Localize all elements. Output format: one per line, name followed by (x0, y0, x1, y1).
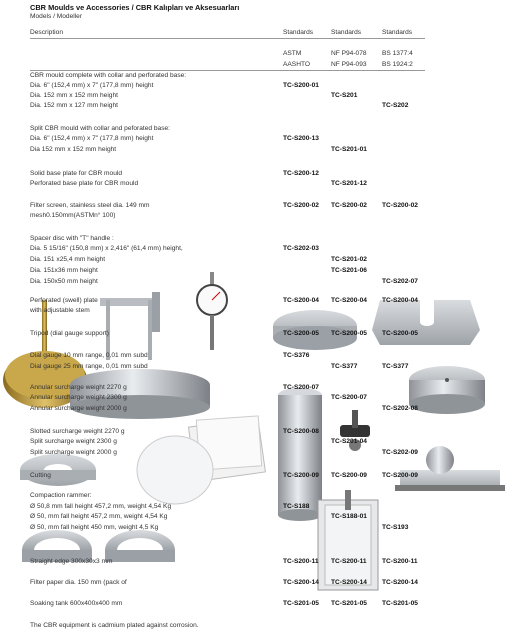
code-standard-2: TC-S188-01 (331, 513, 367, 520)
aashto-label: AASHTO (283, 61, 310, 68)
code-standard-1: TC-S200-07 (283, 384, 319, 391)
row-description: with adjustable stem (30, 307, 90, 314)
row-description: Dial gauge 25 mm range, 0,01 mm subd (30, 363, 148, 370)
row-description: Compaction rammer: (30, 492, 92, 499)
code-standard-3: TC-S200-09 (382, 472, 418, 479)
code-standard-2: TC-S200-11 (331, 558, 367, 565)
bs-label-2: BS 1924:2 (382, 61, 413, 68)
code-standard-3: TC-S202-08 (382, 405, 418, 412)
row-description: Tripod (dial gauge support) (30, 330, 109, 337)
code-standard-3: TC-S193 (382, 524, 409, 531)
code-standard-2: TC-S200-04 (331, 297, 367, 304)
row-description: mesh0.150mm(ASTMn° 100) (30, 212, 116, 219)
standards-header-3: Standards (382, 29, 413, 36)
code-standard-2: TC-S200-05 (331, 330, 367, 337)
code-standard-2: TC-S201-12 (331, 180, 367, 187)
row-description: Perforated base plate for CBR mould (30, 180, 139, 187)
row-description: Dia. 151 x25,4 mm height (30, 256, 106, 263)
header-divider (30, 38, 425, 39)
row-description: Dia. 5 15/16" (150,8 mm) x 2,416" (61,4 mm) height, (30, 245, 183, 252)
code-standard-1: TC-S200-01 (283, 82, 319, 89)
code-standard-1: TC-S200-12 (283, 170, 319, 177)
row-description: Solid base plate for CBR mould (30, 170, 122, 177)
dial-gauge-icon (197, 272, 227, 350)
row-description: Annular surcharge weight 2300 g (30, 394, 127, 401)
nf-label-1: NF P94-078 (331, 50, 367, 57)
row-description: CBR mould complete with collar and perforated base: (30, 72, 187, 79)
row-description: Soaking tank 600x400x400 mm (30, 600, 123, 607)
code-standard-1: TC-S200-09 (283, 472, 319, 479)
code-standard-2: TC-S201 (331, 92, 358, 99)
code-standard-3: TC-S200-14 (382, 579, 418, 586)
standards-header-2: Standards (331, 29, 362, 36)
code-standard-2: TC-S201-04 (331, 438, 367, 445)
code-standard-1: TC-S200-14 (283, 579, 319, 586)
annular-weight-icon (409, 366, 485, 414)
code-standard-3: TC-S202 (382, 102, 409, 109)
row-description: Split surcharge weight 2000 g (30, 449, 117, 456)
row-description: Ø 50,8 mm fall height 457,2 mm, weight 4,54 Kg (30, 503, 172, 510)
standards-divider (30, 70, 425, 71)
row-description: Dia. 151x36 mm height (30, 267, 98, 274)
code-standard-3: TC-S202-09 (382, 449, 418, 456)
row-description: Annular surcharge weight 2270 g (30, 384, 127, 391)
astm-label: ASTM (283, 50, 302, 57)
code-standard-3: TC-S201-05 (382, 600, 418, 607)
row-description: Ø 50, mm fall height 450 mm, weight 4,5 Kg (30, 524, 159, 531)
code-standard-2: TC-S377 (331, 363, 358, 370)
code-standard-1: TC-S201-05 (283, 600, 319, 607)
row-description: Dial gauge 10 mm range, 0,01 mm subd (30, 352, 148, 359)
nf-label-2: NF P94-093 (331, 61, 367, 68)
code-standard-1: TC-S200-13 (283, 135, 319, 142)
row-description: Spacer disc with "T" handle : (30, 235, 114, 242)
code-standard-1: TC-S202-03 (283, 245, 319, 252)
row-description: Filter paper dia. 150 mm (pack of (30, 579, 127, 586)
code-standard-2: TC-S201-01 (331, 146, 367, 153)
code-standard-1: TC-S200-05 (283, 330, 319, 337)
bs-label-1: BS 1377:4 (382, 50, 413, 57)
row-description: Annular surcharge weight 2000 g (30, 405, 127, 412)
split-ring-icon (20, 454, 96, 486)
code-standard-2: TC-S201-02 (331, 256, 367, 263)
code-standard-2: TC-S201-05 (331, 600, 367, 607)
row-description: Slotted surcharge weight 2270 g (30, 428, 125, 435)
row-description: Split surcharge weight 2300 g (30, 438, 117, 445)
row-description: Split CBR mould with collar and peforated base: (30, 125, 171, 132)
row-description: Ø 50, mm fall height 457,2 mm, weight 4,54 Kg (30, 513, 168, 520)
code-standard-3: TC-S200-11 (382, 558, 418, 565)
code-standard-3: TC-S200-02 (382, 202, 418, 209)
row-description: Dia. 150x50 mm height (30, 278, 98, 285)
row-description: Dia 152 mm x 152 mm height (30, 146, 117, 153)
code-standard-3: TC-S200-05 (382, 330, 418, 337)
tripod-icon (100, 292, 160, 360)
code-standard-3: TC-S377 (382, 363, 409, 370)
standards-header-1: Standards (283, 29, 314, 36)
code-standard-1: TC-S200-08 (283, 428, 319, 435)
code-standard-2: TC-S200-02 (331, 202, 367, 209)
page-title: CBR Moulds ve Accessories / CBR Kalıpları ve Aksesuarları (30, 3, 240, 12)
soaking-tank-icon (318, 490, 378, 590)
filter-disc-icon (137, 436, 213, 504)
code-standard-1: TC-S200-11 (283, 558, 319, 565)
code-standard-2: TC-S201-06 (331, 267, 367, 274)
row-description: Cutting (30, 472, 51, 479)
row-description: Perforated (swell) plate (30, 297, 98, 304)
row-description: Dia. 6" (152,4 mm) x 7" (177,8 mm) height (30, 82, 154, 89)
code-standard-1: TC-S200-02 (283, 202, 319, 209)
row-description: Dia. 6" (152,4 mm) x 7" (177,8 mm) height (30, 135, 154, 142)
slotted-weight-icon (372, 300, 480, 345)
code-standard-1: TC-S188 (283, 503, 310, 510)
row-description: Straight edge 300x30x3 mm (30, 558, 113, 565)
row-description: Filter screen, stainless steel dia. 149 mm (30, 202, 150, 209)
code-standard-3: TC-S200-04 (382, 297, 418, 304)
code-standard-2: TC-S200-07 (331, 394, 367, 401)
description-header: Description (30, 29, 63, 36)
code-standard-2: TC-S200-14 (331, 579, 367, 586)
models-label: Models / Modeller (30, 13, 83, 20)
row-description: Dia. 152 mm x 152 mm height (30, 92, 118, 99)
footer-note: The CBR equipment is cadmium plated against corrosion. (30, 622, 199, 629)
code-standard-2: TC-S200-09 (331, 472, 367, 479)
row-description: Dia. 152 mm x 127 mm height (30, 102, 118, 109)
code-standard-1: TC-S376 (283, 352, 310, 359)
code-standard-3: TC-S202-07 (382, 278, 418, 285)
cylinder-icon (278, 388, 322, 521)
code-standard-1: TC-S200-04 (283, 297, 319, 304)
